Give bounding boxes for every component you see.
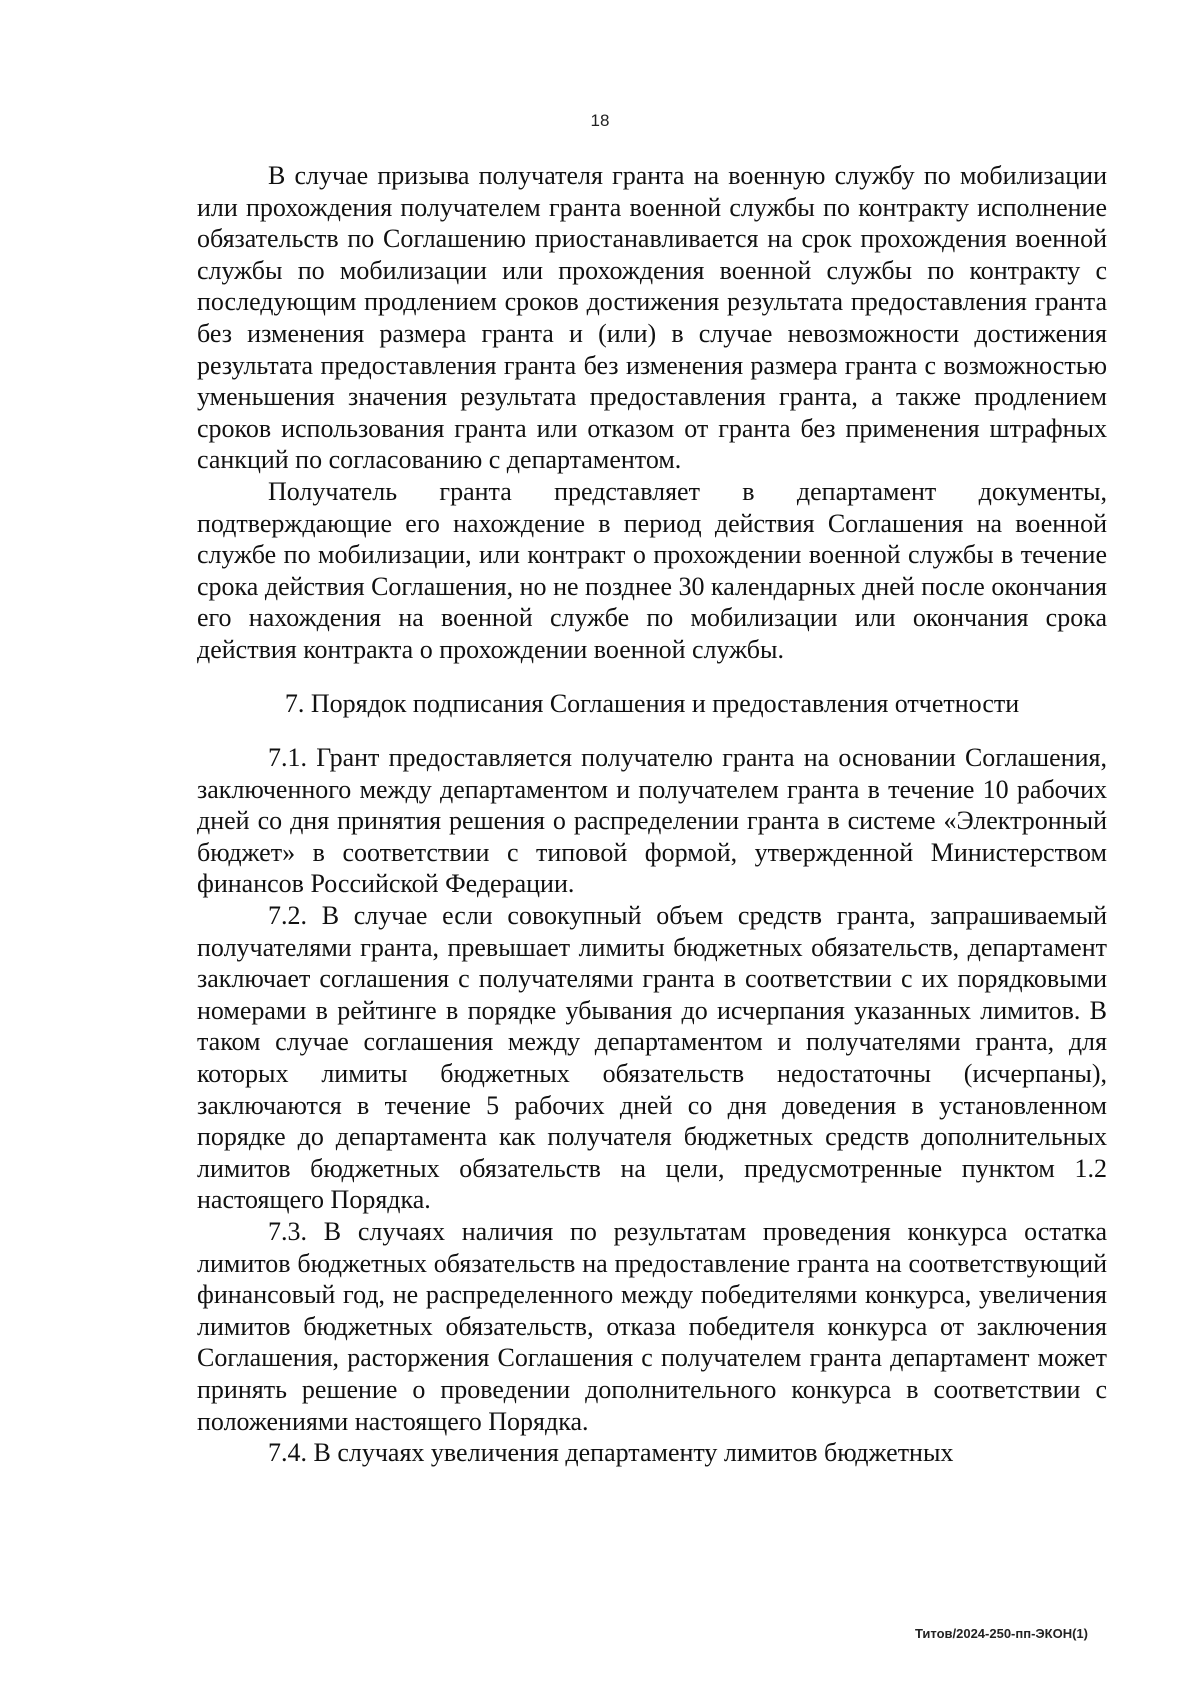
section-heading: 7. Порядок подписания Соглашения и предоставления отчетности — [284, 688, 1020, 718]
paragraph-7-1: 7.1. Грант предоставляется получателю гранта на основании Соглашения, заключенного между департаментом и получателем гранта в течение 10 рабочих дней со дня принятия решения о распределении гранта в системе «Электронный бюджет» в соответствии с типовой формой, утвержденной Министерством финансов Российской Федерации. — [197, 743, 1107, 899]
paragraph-7-2: 7.2. В случае если совокупный объем средств гранта, запрашиваемый получателями гранта, превышает лимиты бюджетных обязательств, департамент заключает соглашения с получателями гранта в соответствии с их порядковыми номерами в рейтинге в порядке убывания до исчерпания указанных лимитов. В таком случае соглашения между департаментом и получателями гранта, для которых лимиты бюджетных обязательств недостаточны (исчерпаны), заключаются в течение 5 рабочих дней со дня доведения в установленном порядке до департамента как получателя бюджетных средств дополнительных лимитов бюджетных обязательств на цели, предусмотренные пунктом 1.2 настоящего Порядка. — [197, 901, 1107, 1215]
paragraph-mobilization: В случае призыва получателя гранта на военную службу по мобилизации или прохождения получателем гранта военной службы по контракту исполнение обязательств по Соглашению приостанавливается на срок прохождения военной службы по мобилизации или прохождения военной службы по контракту с последующим продлением сроков достижения результата предоставления гранта без изменения размера гранта и (или) в случае невозможности достижения результата предоставления гранта без изменения размера гранта с возможностью уменьшения значения результата предоставления гранта, а также продлением сроков использования гранта или отказом от гранта без применения штрафных санкций по согласованию с департаментом. — [197, 161, 1107, 475]
page-number: 18 — [590, 111, 610, 130]
document-code: Титов/2024-250-пп-ЭКОН(1) — [914, 1626, 1088, 1641]
paragraph-7-3: 7.3. В случаях наличия по результатам проведения конкурса остатка лимитов бюджетных обязательств на предоставление гранта на соответствующий финансовый год, не распределенного между победителями конкурса, увеличения лимитов бюджетных обязательств, отказа победителя конкурса от заключения Соглашения, расторжения Соглашения с получателем гранта департамент может принять решение о проведении дополнительного конкурса в соответствии с положениями настоящего Порядка. — [197, 1217, 1107, 1436]
document-body — [197, 160, 1107, 1469]
paragraph-7-4: 7.4. В случаях увеличения департаменту лимитов бюджетных — [268, 1438, 954, 1468]
paragraph-documents: Получатель гранта представляет в департамент документы, подтверждающие его нахождение в период действия Соглашения на военной службе по мобилизации, или контракт о прохождении военной службы в течение срока действия Соглашения, но не позднее 30 календарных дней после окончания его нахождения на военной службе по мобилизации или окончания срока действия контракта о прохождении военной службы. — [197, 476, 1107, 664]
